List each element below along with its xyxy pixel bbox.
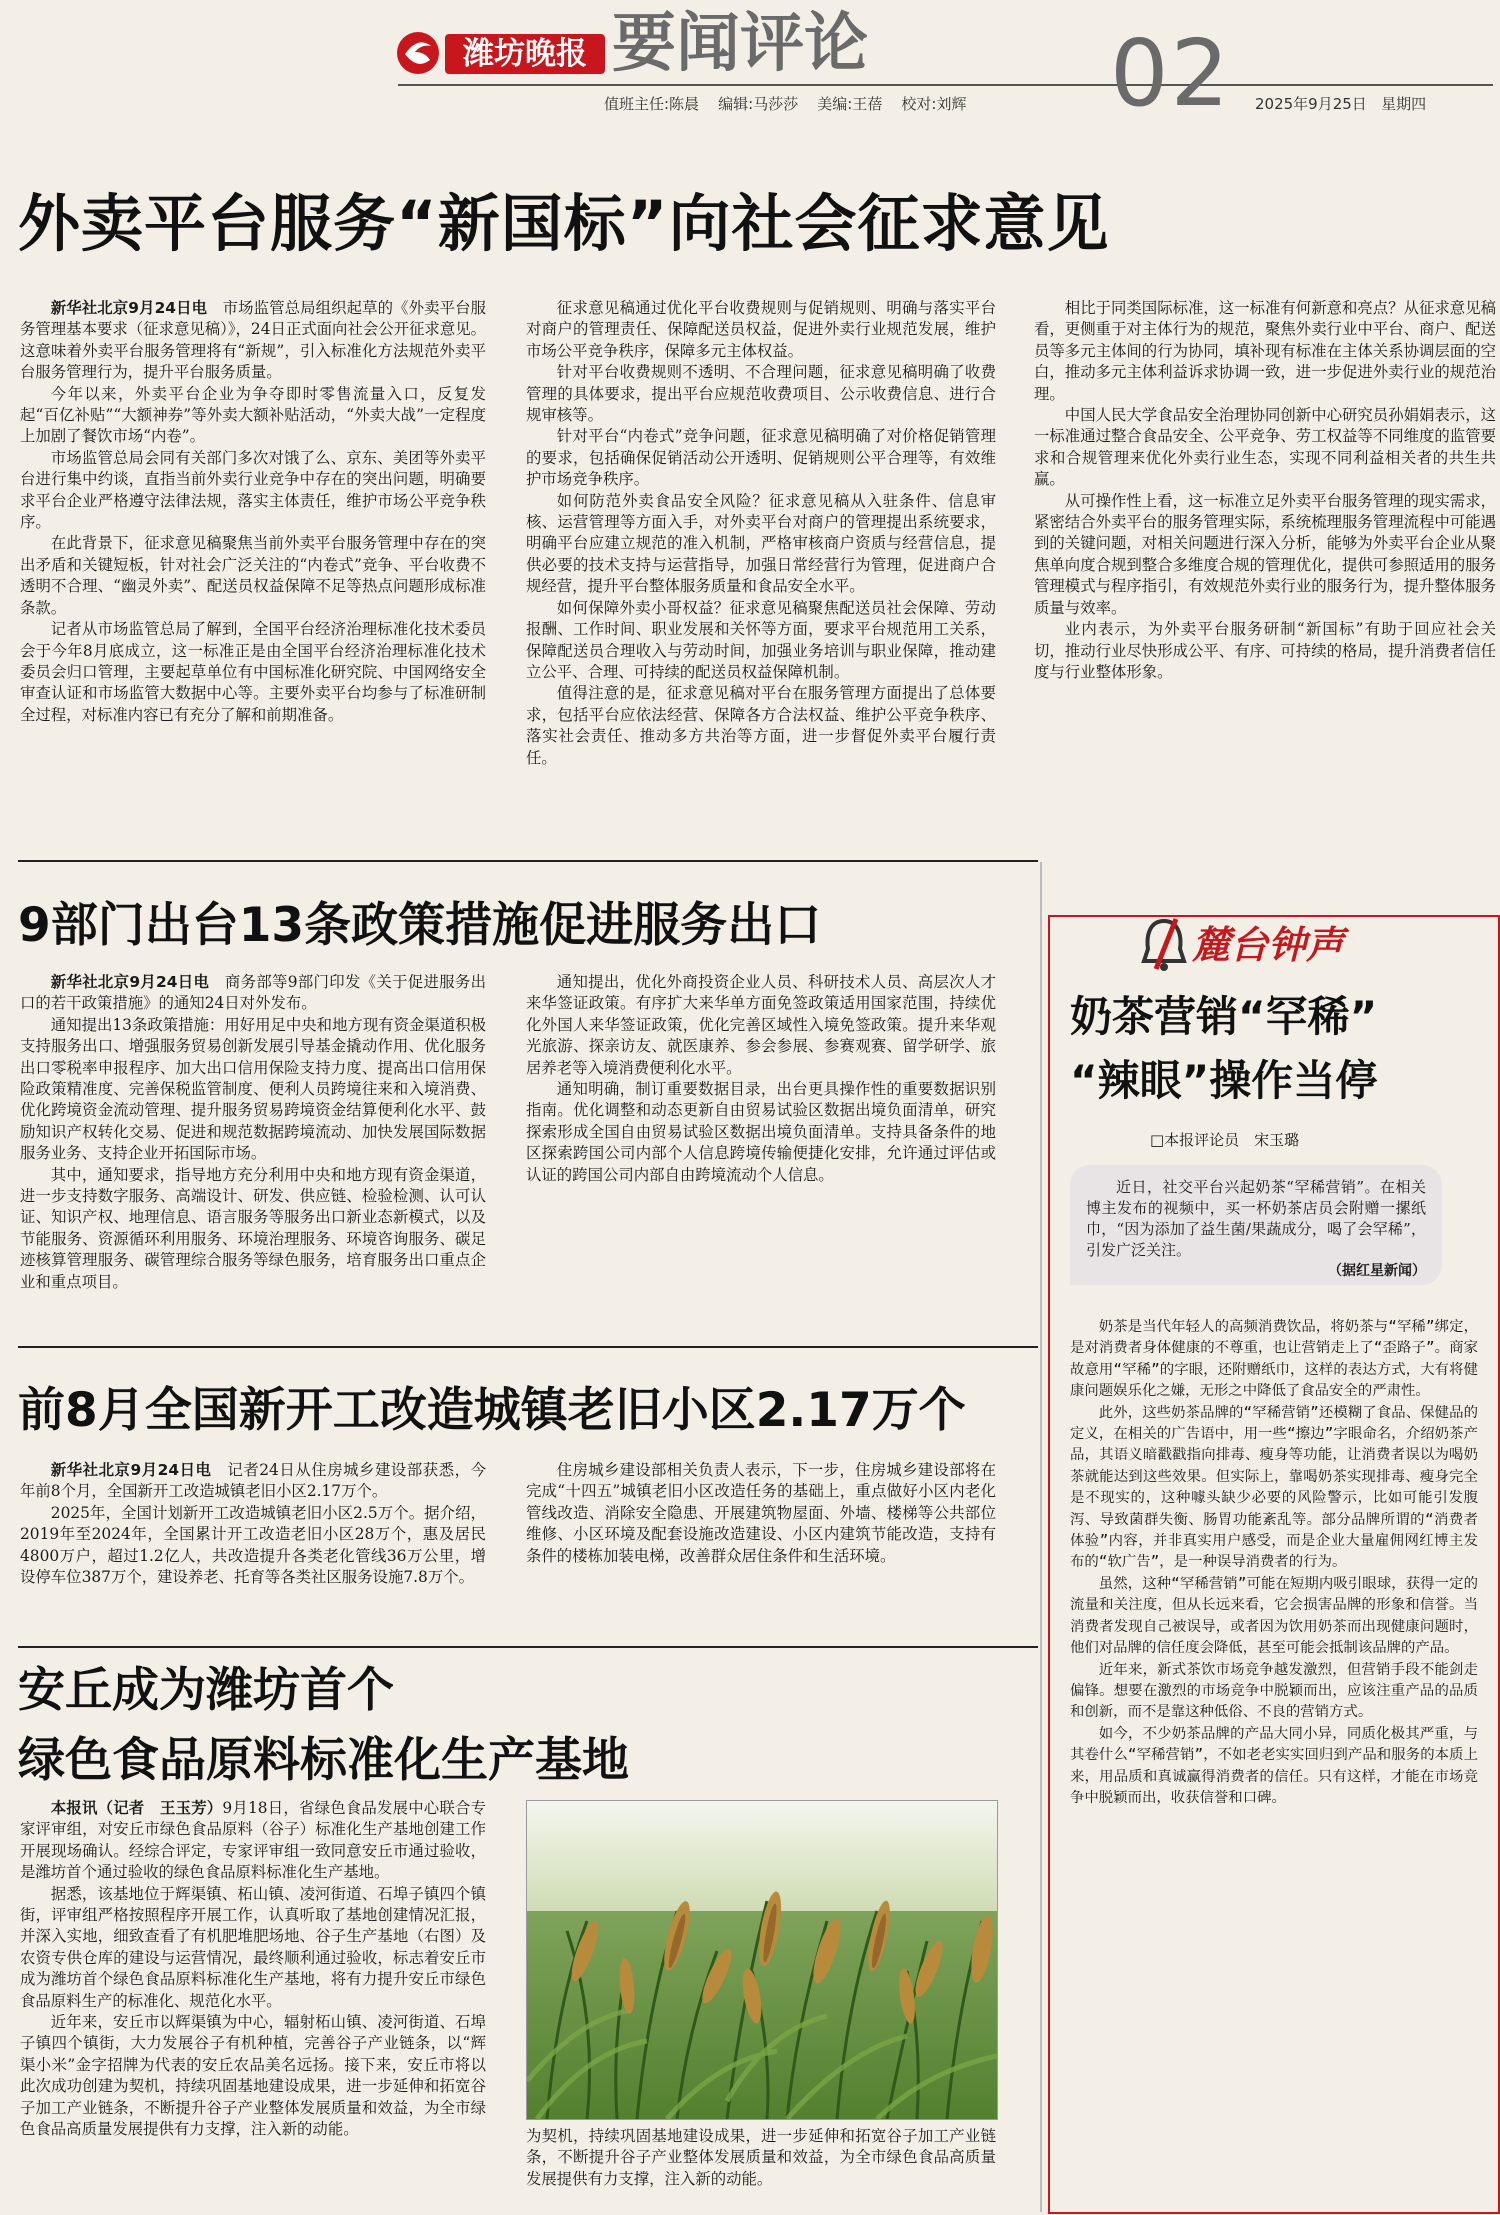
headline-3: 前8月全国新开工改造城镇老旧小区2.17万个	[18, 1383, 966, 1438]
column-intro-box	[1070, 1165, 1442, 1285]
column-intro: 近日，社交平台兴起奶茶“罕稀营销”。在相关博主发布的视频中，买一杯奶茶店员会附赠一摞纸巾，“因为添加了益生菌/果蔬成分，喝了会罕稀”，引发广泛关注。	[1086, 1178, 1426, 1259]
article3-col1: 新华社北京9月24日电 记者24日从住房城乡建设部获悉，今年前8个月，全国新开工改造城镇老旧小区2.17万个。 2025年，全国计划新开工改造城镇老旧小区2.5万个。据介绍，2019年至2024年，全国累计开工改造老旧小区28万个，惠及居民4800万户，超过1.2亿人，共改造提升各类老化管线36万公里，增设停车位387万个，建设养老、托育等各类社区服务设施7.8万个。	[20, 1461, 486, 1587]
masthead-rule	[398, 84, 1493, 86]
dateline-4: 本报讯（记者 王玉芳）	[50, 1799, 223, 1817]
millet-field-photo	[526, 1800, 998, 2120]
dateline-1: 新华社北京9月24日电	[50, 299, 208, 317]
headline-1: 外卖平台服务“新国标”向社会征求意见	[18, 187, 1110, 260]
dateline-2: 新华社北京9月24日电	[50, 973, 210, 991]
masthead	[0, 0, 1500, 128]
column-headline-line2: “辣眼”操作当停	[1070, 1056, 1378, 1105]
section-title: 要闻评论	[612, 6, 868, 81]
dateline-3: 新华社北京9月24日电	[50, 1461, 212, 1479]
weekday-text: 星期四	[1381, 95, 1427, 113]
column-body: 奶茶是当代年轻人的高频消费饮品，将奶茶与“罕稀”绑定，是对消费者身体健康的不尊重，也让营销走上了“歪路子”。商家故意用“罕稀”的字眼，还附赠纸巾，这样的表达方式，大有将健康问题娱乐化之嫌，无形之中降低了食品安全的严肃性。 此外，这些奶茶品牌的“罕稀营销”还模糊了食品、保健品的定义，在相关的广告语中，用一些“擦边”字眼命名，介绍奶茶产品，其语义暗戳戳指向排毒、瘦身等功能，让消费者误以为喝奶茶就能达到这些效果。但实际上，靠喝奶茶实现排毒、瘦身完全是不现实的，这种噱头缺少必要的风险警示，比如可能引发腹泻、导致菌群失衡、肠胃功能紊乱等。部分品牌所谓的“消费者体验”内容，并非真实用户感受，而是企业大量雇佣网红博主发布的“软广告”，是一种误导消费者的行为。 虽然，这种“罕稀营销”可能在短期内吸引眼球，获得一定的流量和关注度，但从长远来看，它会损害品牌的形象和信誉。当消费者发现自己被误导，或者因为饮用奶茶而出现健康问题时，他们对品牌的信任度会降低，甚至可能会抵制该品牌的产品。 近年来，新式茶饮市场竞争越发激烈，但营销手段不能剑走偏锋。想要在激烈的市场竞争中脱颖而出，应该注重产品的品质和创新，而不是靠这种低俗、不良的营销方式。 如今，不少奶茶品牌的产品大同小异，同质化极其严重，与其卷什么“罕稀营销”，不如老老实实回归到产品和服务的本质上来，用品质和真诚赢得消费者的信任。只有这样，才能在市场竞争中脱颖而出，收获信誉和口碑。	[1070, 1319, 1478, 1806]
article1-col2: 征求意见稿通过优化平台收费规则与促销规则、明确与落实平台对商户的管理责任、保障配送员权益，促进外卖行业规范发展，维护市场公平竞争秩序，保障多元主体权益。 针对平台收费规则不透明、不合理问题，征求意见稿明确了收费管理的具体要求，提出平台应规范收费项目、公示收费信息、进行合规审核等。 针对平台“内卷式”竞争问题，征求意见稿明确了对价格促销管理的要求，包括确保促销活动公开透明、促销规则公平合理等，有效维护市场竞争秩序。 如何防范外卖食品安全风险？征求意见稿从入驻条件、信息审核、运营管理等方面入手，对外卖平台对商户的管理提出系统要求，明确平台应建立规范的准入机制，严格审核商户资质与经营信息，提供必要的技术支持与运营指导，加强日常经营行为管理，促进商户合规经营，提升平台整体服务质量和食品安全水平。 如何保障外卖小哥权益？征求意见稿聚焦配送员社会保障、劳动报酬、工作时间、职业发展和关怀等方面，要求平台规范用工关系，保障配送员合理收入与劳动时间，加强业务培训与职业保障，推动建立公平、合理、可持续的配送员权益保障机制。 值得注意的是，征求意见稿对平台在服务管理方面提出了总体要求，包括平台应依法经营、保障各方合法权益、维护公平竞争秩序、落实社会责任、推动多方共治等方面，进一步督促外卖平台履行责任。	[526, 299, 996, 767]
issue-date	[1255, 94, 1426, 114]
article1-col1: 新华社北京9月24日电 市场监管总局组织起草的《外卖平台服务管理基本要求（征求意见稿）》，24日正式面向社会公开征求意见。这意味着外卖平台服务管理将有“新规”，引入标准化方法规范外卖平台服务管理行为，提升平台服务质量。 今年以来，外卖平台企业为争夺即时零售流量入口，反复发起“百亿补贴”“大额神券”等外卖大额补贴活动，“外卖大战”一定程度上加剧了餐饮市场“内卷”。 市场监管总局会同有关部门多次对饿了么、京东、美团等外卖平台进行集中约谈，直指当前外卖行业竞争中存在的突出问题，明确要求平台企业严格遵守法律法规，落实主体责任，维护市场公平竞争秩序。 在此背景下，征求意见稿聚焦当前外卖平台服务管理中存在的突出矛盾和关键短板，针对社会广泛关注的“内卷式”竞争、平台收费不透明不合理、“幽灵外卖”、配送员权益保障不足等热点问题形成标准条款。 记者从市场监管总局了解到，全国平台经济治理标准化技术委员会于今年8月底成立，这一标准正是由全国平台经济治理标准化技术委员会归口管理，主要起草单位有中国标准化研究院、中国网络安全审查认证和市场监管大数据中心等。主要外卖平台均参与了标准研制全过程，对标准内容已有充分了解和前期准备。	[20, 299, 486, 724]
article2-col2: 通知提出，优化外商投资企业人员、科研技术人员、高层次人才来华签证政策。有序扩大来华单方面免签政策适用国家范围，持续优化外国人来华签证政策，优化完善区域性入境免签政策。提升来华观光旅游、探亲访友、就医康养、参会参展、参赛观赛、留学研学、旅居养老等入境消费便利化水平。 通知明确，制订重要数据目录，出台更具操作性的重要数据识别指南。优化调整和动态更新自由贸易试验区数据出境负面清单，研究探索形成全国自由贸易试验区数据出境负面清单。支持具备条件的地区探索跨国公司内部个人信息跨境传输便捷化安排，允许通过评估或认证的跨国公司内部自由跨境流动个人信息。	[526, 973, 996, 1184]
column-headline-line1: 奶茶营销“罕稀”	[1070, 992, 1378, 1041]
column-intro-source: （据红星新闻）	[1328, 1263, 1426, 1279]
credit-art: 美编:王蓓	[817, 95, 883, 113]
divider-a3	[18, 1646, 1038, 1648]
headline-4-line1: 安丘成为潍坊首个	[18, 1663, 394, 1718]
column-name: 麓台钟声	[1192, 922, 1345, 967]
divider-a2	[18, 1346, 1038, 1348]
article1-col3: 相比于同类国际标准，这一标准有何新意和亮点？从征求意见稿看，更侧重于对主体行为的规范，聚焦外卖行业中平台、商户、配送员等多元主体间的行为协同，填补现有标准在主体关系协调层面的空白，推动多元主体利益诉求协调一致，进一步促进外卖行业的规范治理。 中国人民大学食品安全治理协同创新中心研究员孙娟娟表示，这一标准通过整合食品安全、公平竞争、劳工权益等不同维度的监管要求和合规管理来优化外卖行业生态，实现不同利益相关者的共生共赢。 从可操作性上看，这一标准立足外卖平台服务管理的现实需求，紧密结合外卖平台的服务管理实际，系统梳理服务管理流程中可能遇到的关键问题，对相关问题进行深入分析，能够为外卖平台企业从聚焦单向度合规到整合多维度合规的管理优化，提供可参照适用的服务管理模式与程序指引，有效规范外卖行业的服务行为，提升整体服务质量与效率。 业内表示，为外卖平台服务研制“新国标”有助于回应社会关切，推动行业尽快形成公平、有序、可持续的格局，提升消费者信任度与行业整体形象。	[1034, 299, 1496, 681]
article4-tail-text: 为契机，持续巩固基地建设成果，进一步延伸和拓宽谷子加工产业链条，不断提升谷子产业整体发展质量和效益，为全市绿色食品高质量发展提供有力支撑，注入新的动能。	[526, 2127, 996, 2188]
credits	[604, 94, 966, 114]
credit-duty: 值班主任:陈晨	[604, 95, 700, 113]
column-box	[1048, 915, 1500, 2214]
bell-pen-icon	[1136, 915, 1192, 975]
credit-editor: 编辑:马莎莎	[718, 95, 799, 113]
millet-field-image-icon	[527, 1801, 997, 2119]
credit-proof: 校对:刘辉	[901, 95, 967, 113]
column-logo	[1136, 915, 1406, 977]
article2-col1: 新华社北京9月24日电 商务部等9部门印发《关于促进服务出口的若干政策措施》的通知24日对外发布。 通知提出13条政策措施：用好用足中央和地方现有资金渠道积极支持服务出口、增强服务贸易创新发展引导基金撬动作用、优化服务出口零税率申报程序、加大出口信用保险支持力度、提高出口信用保险政策精准度、完善保税监管制度、便利人员跨境往来和入境消费、优化跨境资金流动管理、提升服务贸易跨境资金结算便利化水平、鼓励知识产权转化交易、促进和规范数据跨境流动、加快发展国际数据服务业务、支持企业开拓国际市场。 其中，通知要求，指导地方充分利用中央和地方现有资金渠道，进一步支持数字服务、高端设计、研发、供应链、检验检测、认可认证、知识产权、地理信息、语言服务等服务出口新业态新模式，以及节能服务、资源循环利用服务、环境治理服务、环境咨询服务、碳足迹核算管理服务、碳管理综合服务等绿色服务，培育服务出口重点企业和重点项目。	[20, 973, 486, 1291]
column-vrule	[1040, 862, 1042, 2212]
page-number: 02	[1110, 20, 1232, 127]
headline-4-line2: 绿色食品原料标准化生产基地	[18, 1733, 629, 1788]
date-text: 2025年9月25日	[1255, 95, 1367, 113]
paper-logo	[395, 28, 610, 78]
article4-col2-tail	[526, 2126, 996, 2210]
divider-a1	[18, 860, 1038, 862]
paper-name: 潍坊晚报	[445, 34, 605, 74]
article3-col2: 住房城乡建设部相关负责人表示，下一步，住房城乡建设部将在完成“十四五”城镇老旧小区改造任务的基础上，重点做好小区内老化管线改造、消除安全隐患、开展建筑物屋面、外墙、楼梯等公共部位维修、小区环境及配套设施改造建设、小区内建筑节能改造，支持有条件的楼栋加装电梯，改善群众居住条件和生活环境。	[526, 1461, 996, 1565]
column-byline: □本报评论员 宋玉璐	[1150, 1131, 1300, 1149]
headline-2: 9部门出台13条政策措施促进服务出口	[18, 898, 822, 953]
article4-col1: 本报讯（记者 王玉芳）9月18日，省绿色食品发展中心联合专家评审组，对安丘市绿色食品原料（谷子）标准化生产基地创建工作开展现场确认。经综合评定，专家评审组一致同意安丘市通过验收，是潍坊首个通过验收的绿色食品原料标准化生产基地。 据悉，该基地位于辉渠镇、柘山镇、凌河街道、石埠子镇四个镇街，评审组严格按照程序开展工作，认真听取了基地创建情况汇报，并深入实地，细致查看了有机肥堆肥场地、谷子生产基地（右图）及农资专供仓库的建设与运营情况，最终顺利通过验收，标志着安丘市成为潍坊首个绿色食品原料标准化生产基地，将有力提升安丘市绿色食品原料生产的标准化、规范化水平。 近年来，安丘市以辉渠镇为中心，辐射柘山镇、凌河街道、石埠子镇四个镇街，大力发展谷子有机种植，完善谷子产业链条，以“辉渠小米”金字招牌为代表的安丘农品美名远扬。接下来，安丘市将以此次成功创建为契机，持续巩固基地建设成果，进一步延伸和拓宽谷子加工产业链条，不断提升谷子产业整体发展质量和效益，为全市绿色食品高质量发展提供有力支撑，注入新的动能。	[20, 1799, 486, 2139]
logo-emblem-icon	[395, 30, 441, 76]
